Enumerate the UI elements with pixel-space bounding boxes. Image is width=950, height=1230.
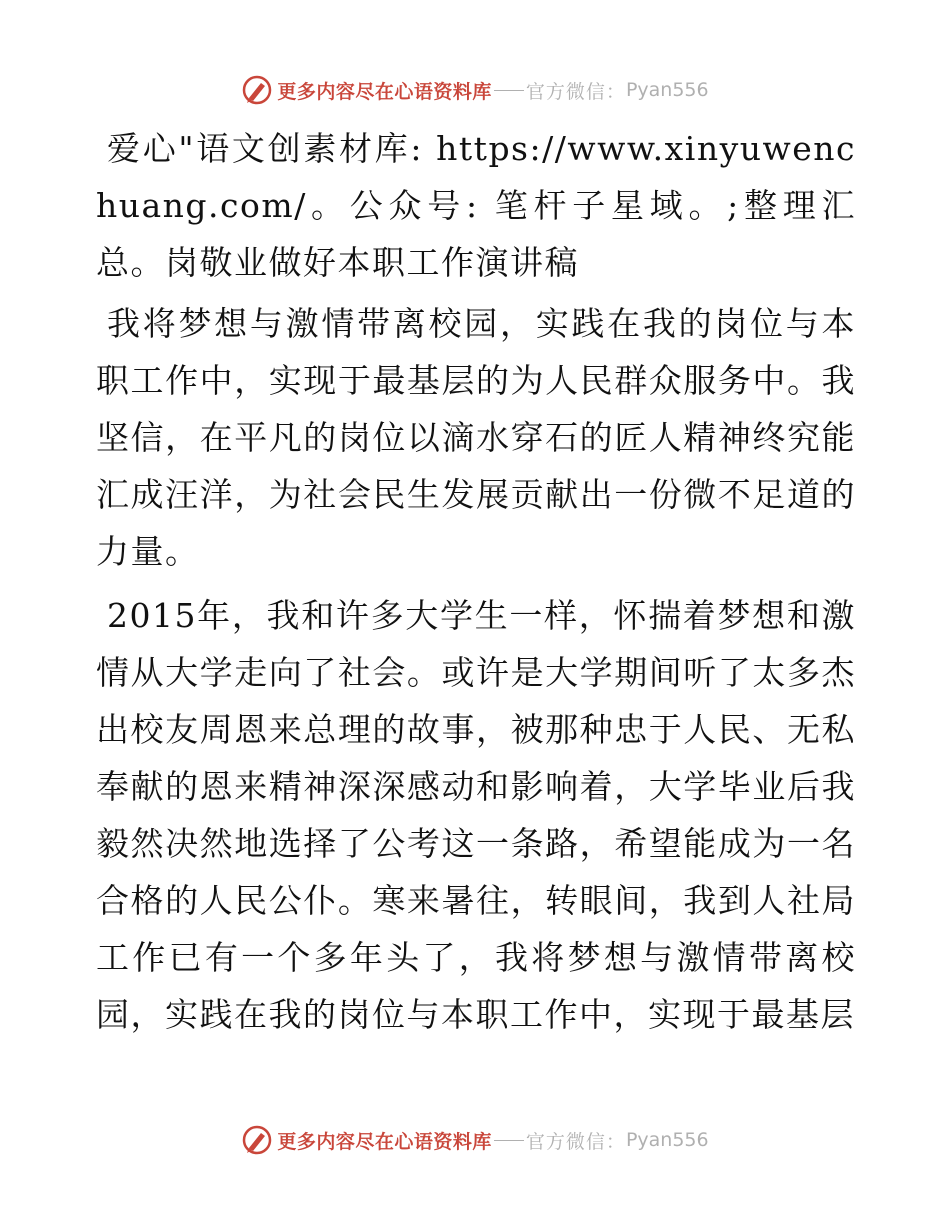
footer-divider xyxy=(494,1140,524,1141)
body-paragraph: 2015年，我和许多大学生一样，怀揣着梦想和激情从大学走向了社会。或许是大学期间听了太多杰出校友周恩来总理的故事，被那种忠于人民、无私奉献的恩来精神深深感动和影响着，大学毕业后我毅然决然地选择了公考这一条路，希望能成为一名合格的人民公仆。寒来暑往，转眼间，我到人社局工作已有一个多年头了，我将梦想与激情带离校园，实践在我的岗位与本职工作中，实现于最基层 xyxy=(96,596,856,1034)
header-wechat-label: 官方微信： xyxy=(525,80,626,103)
header-banner xyxy=(0,70,950,110)
header-divider xyxy=(494,90,524,91)
pen-logo-icon xyxy=(241,1124,273,1156)
footer-wechat-label: 官方微信： xyxy=(525,1130,626,1153)
footer-wechat-id: Pyan556 xyxy=(625,1129,709,1151)
header-brand-text: 更多内容尽在心语资料库 xyxy=(277,80,492,103)
document-body xyxy=(96,120,856,1050)
intro-paragraph: 爱心"语文创素材库: https://www.xinyuwenchuang.com/。公众号: 笔杆子星域。;整理汇总。岗敬业做好本职工作演讲稿 xyxy=(96,129,856,282)
header-wechat-id: Pyan556 xyxy=(625,79,709,101)
footer-brand-text: 更多内容尽在心语资料库 xyxy=(277,1130,492,1153)
pen-logo-icon xyxy=(241,74,273,106)
footer-banner xyxy=(0,1120,950,1160)
body-paragraph: 我将梦想与激情带离校园，实践在我的岗位与本职工作中，实现于最基层的为人民群众服务中。我坚信，在平凡的岗位以滴水穿石的匠人精神终究能汇成汪洋，为社会民生发展贡献出一份微不足道的力量。 xyxy=(96,304,856,571)
